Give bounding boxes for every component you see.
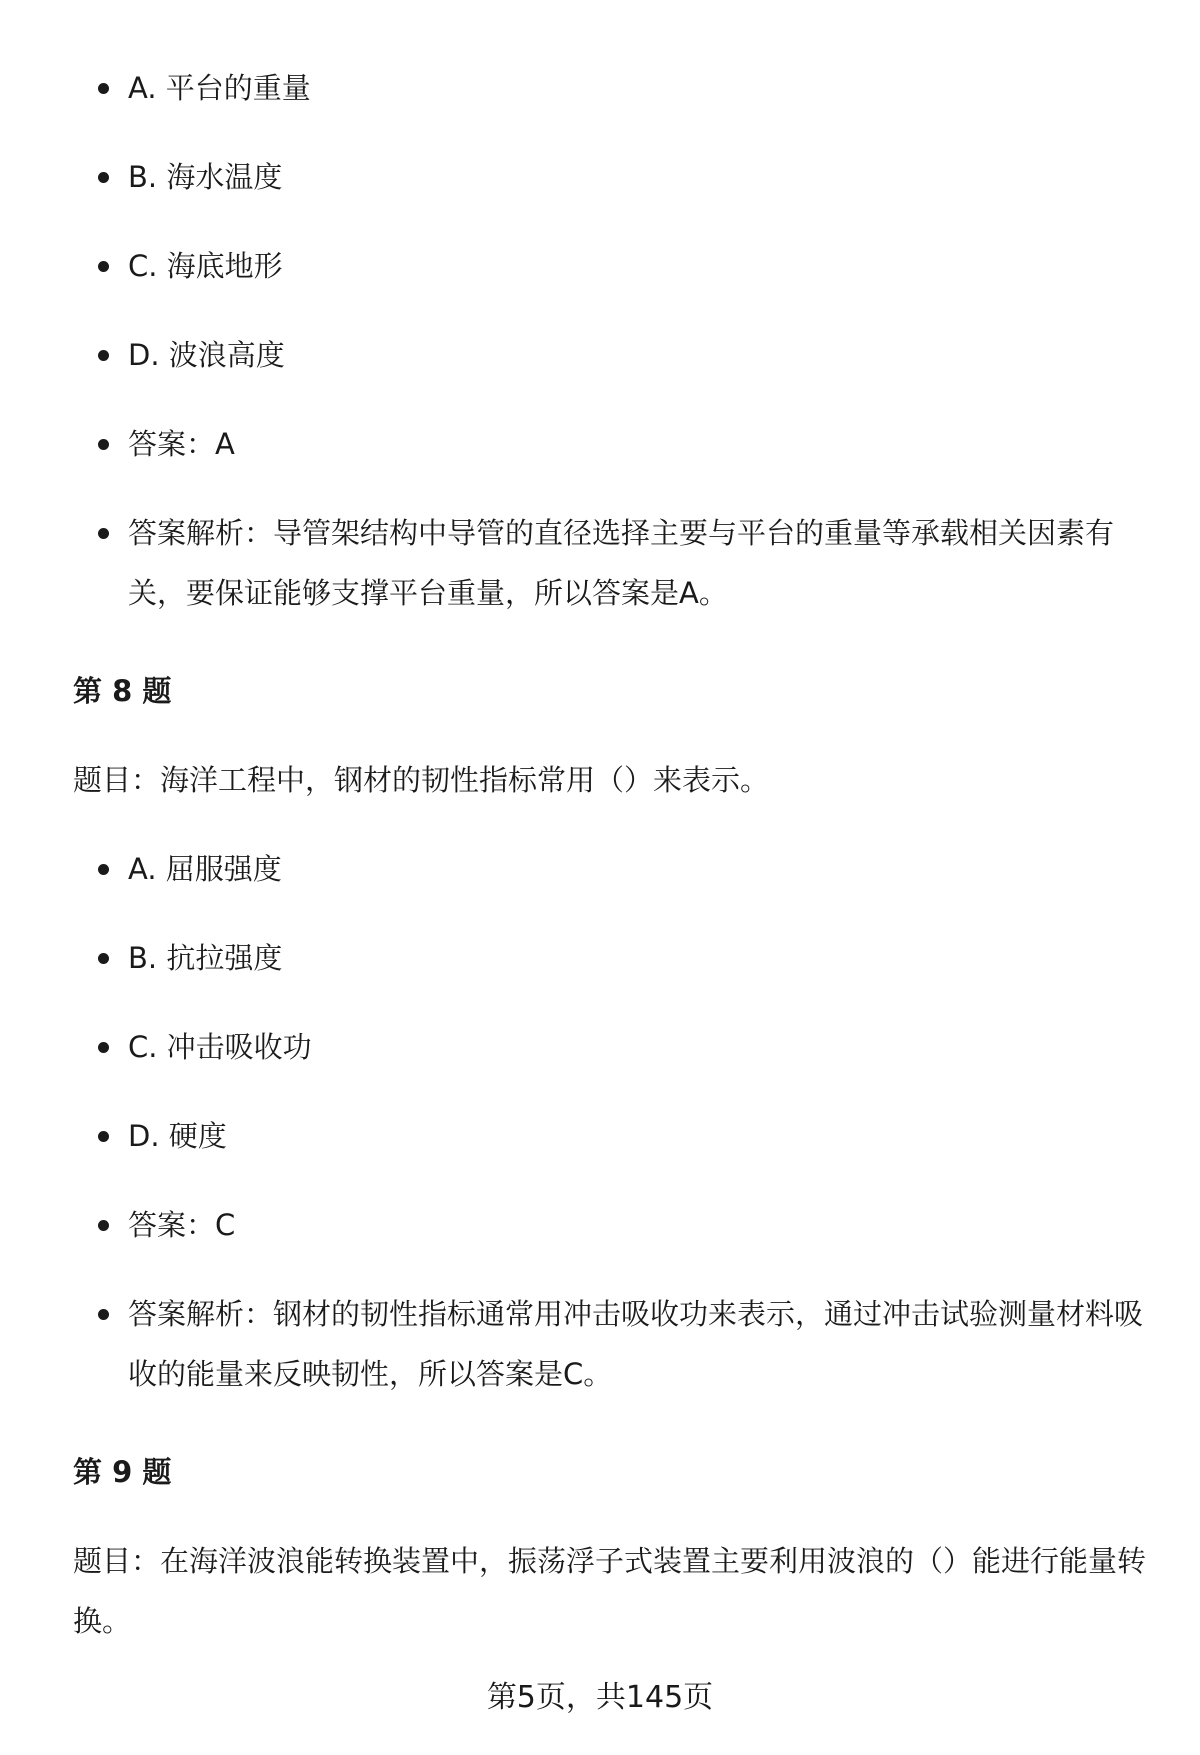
option-d: D. 硬度 bbox=[73, 1106, 1153, 1166]
question-7-options bbox=[73, 58, 1153, 623]
option-b: B. 抗拉强度 bbox=[73, 928, 1153, 988]
question-8-options bbox=[73, 839, 1153, 1404]
page-content bbox=[73, 58, 1153, 1651]
answer-analysis: 答案解析：钢材的韧性指标通常用冲击吸收功来表示，通过冲击试验测量材料吸收的能量来反映韧性，所以答案是C。 bbox=[73, 1284, 1153, 1404]
option-b: B. 海水温度 bbox=[73, 147, 1153, 207]
option-c: C. 海底地形 bbox=[73, 236, 1153, 296]
option-d: D. 波浪高度 bbox=[73, 325, 1153, 385]
option-a: A. 平台的重量 bbox=[73, 58, 1153, 118]
page-number: 第5页，共145页 bbox=[486, 1680, 714, 1715]
answer-analysis: 答案解析：导管架结构中导管的直径选择主要与平台的重量等承载相关因素有关，要保证能够支撑平台重量，所以答案是A。 bbox=[73, 503, 1153, 623]
question-8-heading: 第 8 题 bbox=[73, 674, 172, 708]
answer: 答案：C bbox=[73, 1195, 1153, 1255]
question-9-stem: 题目：在海洋波浪能转换装置中，振荡浮子式装置主要利用波浪的（）能进行能量转换。 bbox=[73, 1544, 1147, 1638]
question-9-heading: 第 9 题 bbox=[73, 1455, 172, 1489]
option-a: A. 屈服强度 bbox=[73, 839, 1153, 899]
option-c: C. 冲击吸收功 bbox=[73, 1017, 1153, 1077]
answer: 答案：A bbox=[73, 414, 1153, 474]
question-8-stem: 题目：海洋工程中，钢材的韧性指标常用（）来表示。 bbox=[73, 763, 770, 797]
